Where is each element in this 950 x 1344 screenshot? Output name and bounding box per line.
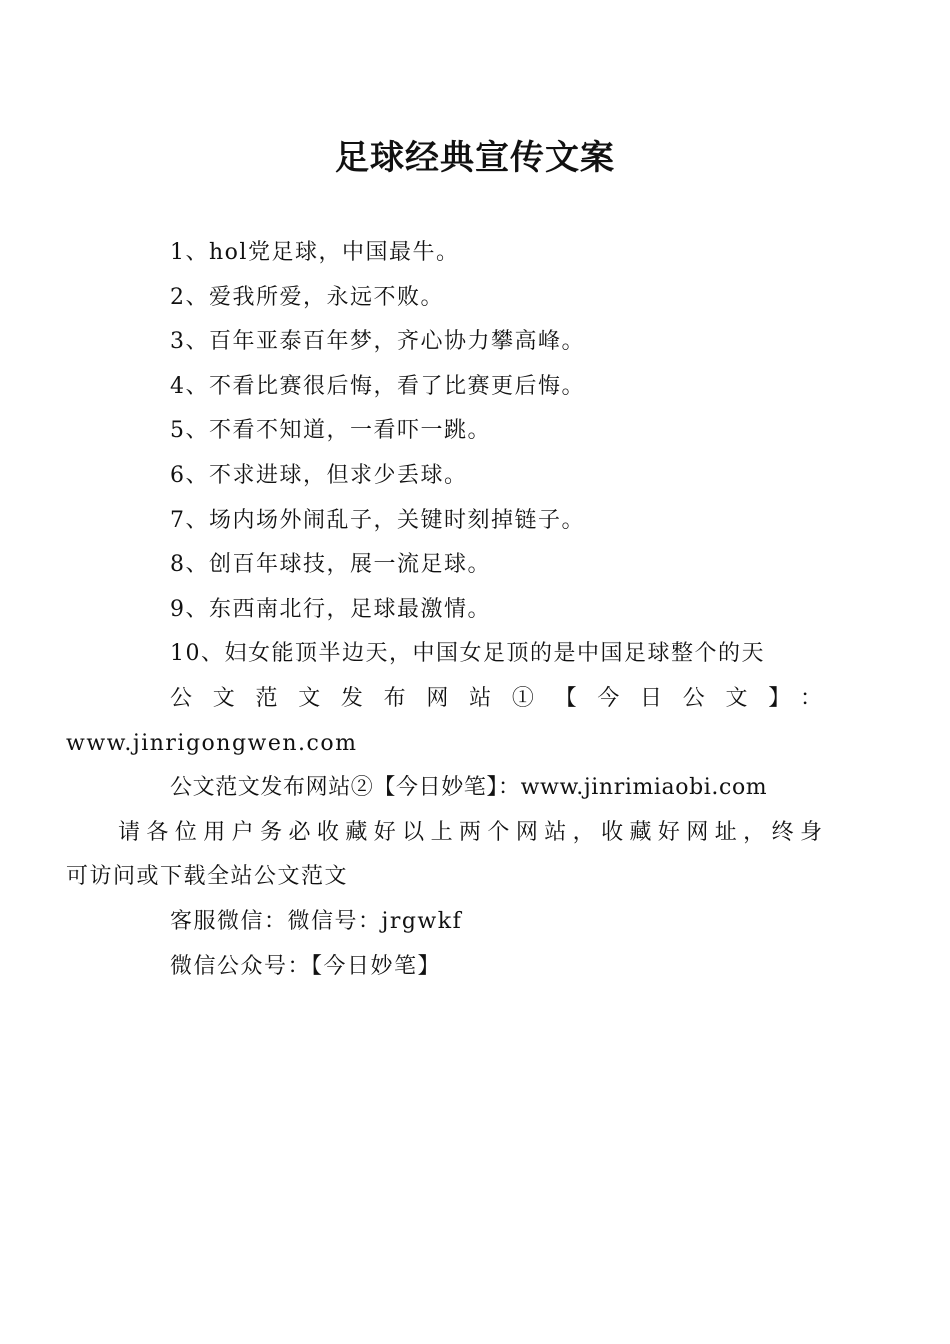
- list-item: 5、不看不知道，一看吓一跳。: [170, 418, 491, 444]
- notice-paragraph: [66, 811, 822, 900]
- list-item: 1、hol党足球，中国最牛。: [170, 240, 460, 265]
- list-item: 4、不看比赛很后悔，看了比赛更后悔。: [170, 373, 585, 399]
- document-title: 足球经典宣传文案: [335, 138, 615, 178]
- document-body: [66, 231, 822, 989]
- site2-paragraph: 公文范文发布网站②【今日妙笔】：www.jinrimiaobi.com: [170, 775, 768, 801]
- list-item: 2、爱我所爱，永远不败。: [170, 284, 444, 310]
- list-item: 10、妇女能顶半边天，中国女足顶的是中国足球整个的天: [170, 641, 765, 667]
- list-item: 9、东西南北行，足球最激情。: [170, 596, 491, 622]
- notice-line1: 请各位用户务必收藏好以上两个网站，收藏好网址，终身: [118, 819, 822, 845]
- service-wechat: 客服微信：微信号：jrgwkf: [170, 908, 463, 934]
- notice-line2: 可访问或下载全站公文范文: [66, 864, 349, 890]
- list-item: 7、场内场外闹乱子，关键时刻掉链子。: [170, 507, 585, 533]
- official-account: 微信公众号：【今日妙笔】: [170, 953, 442, 979]
- list-item: 8、创百年球技，展一流足球。: [170, 552, 491, 578]
- list-item: 6、不求进球，但求少丢球。: [170, 462, 468, 488]
- site1-line1: 公文范文发布网站①【今日公文】：: [170, 685, 822, 711]
- list-item: 3、百年亚泰百年梦，齐心协力攀高峰。: [170, 329, 585, 355]
- site1-paragraph: [66, 677, 822, 766]
- site1-url-link[interactable]: www.jinrigongwen.com: [66, 730, 358, 756]
